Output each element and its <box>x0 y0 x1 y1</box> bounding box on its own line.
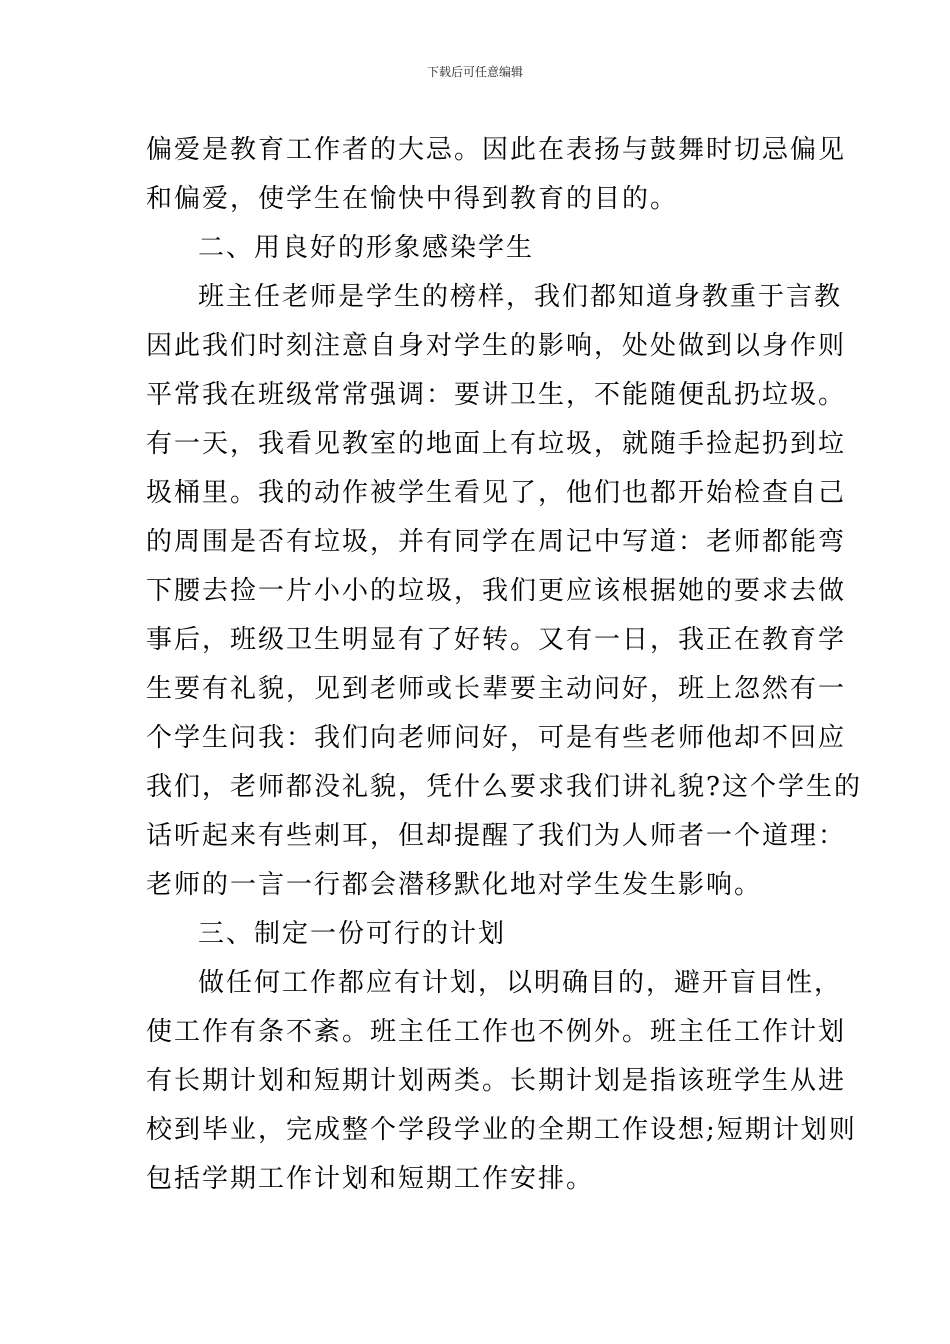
section-heading: 二、用良好的形象感染学生 <box>198 233 535 263</box>
text-line: 个学生问我：我们向老师问好，可是有些老师他却不回应 <box>146 723 847 753</box>
text-line: 偏爱是教育工作者的大忌。因此在表扬与鼓舞时切忌偏见 <box>146 135 847 165</box>
text-line: 话听起来有些刺耳，但却提醒了我们为人师者一个道理： <box>146 821 847 851</box>
text-line: 有长期计划和短期计划两类。长期计划是指该班学生从进 <box>146 1066 847 1096</box>
text-line: 做任何工作都应有计划，以明确目的，避开盲目性， <box>198 968 843 998</box>
text-line: 因此我们时刻注意自身对学生的影响，处处做到以身作则 <box>146 331 847 361</box>
text-line: 平常我在班级常常强调：要讲卫生，不能随便乱扔垃圾。 <box>146 380 847 410</box>
text-line: 包括学期工作计划和短期工作安排。 <box>146 1164 595 1194</box>
text-line: 校到毕业，完成整个学段学业的全期工作设想;短期计划则 <box>146 1115 857 1145</box>
section-heading: 三、制定一份可行的计划 <box>198 919 507 949</box>
text-line: 和偏爱，使学生在愉快中得到教育的目的。 <box>146 184 679 214</box>
text-line: 我们，老师都没礼貌，凭什么要求我们讲礼貌?这个学生的 <box>146 772 862 802</box>
text-line: 下腰去捡一片小小的垃圾，我们更应该根据她的要求去做 <box>146 576 847 606</box>
text-line: 老师的一言一行都会潜移默化地对学生发生影响。 <box>146 870 763 900</box>
text-line: 的周围是否有垃圾，并有同学在周记中写道：老师都能弯 <box>146 527 847 557</box>
text-line: 有一天，我看见教室的地面上有垃圾，就随手捡起扔到垃 <box>146 429 847 459</box>
text-line: 事后，班级卫生明显有了好转。又有一日，我正在教育学 <box>146 625 847 655</box>
text-line: 圾桶里。我的动作被学生看见了，他们也都开始检查自己 <box>146 478 847 508</box>
text-line: 生要有礼貌，见到老师或长辈要主动问好，班上忽然有一 <box>146 674 847 704</box>
text-line: 班主任老师是学生的榜样，我们都知道身教重于言教 <box>198 282 843 312</box>
document-body <box>146 126 862 1204</box>
text-line: 使工作有条不紊。班主任工作也不例外。班主任工作计划 <box>146 1017 847 1047</box>
page-header: 下载后可任意编辑 <box>426 65 523 79</box>
